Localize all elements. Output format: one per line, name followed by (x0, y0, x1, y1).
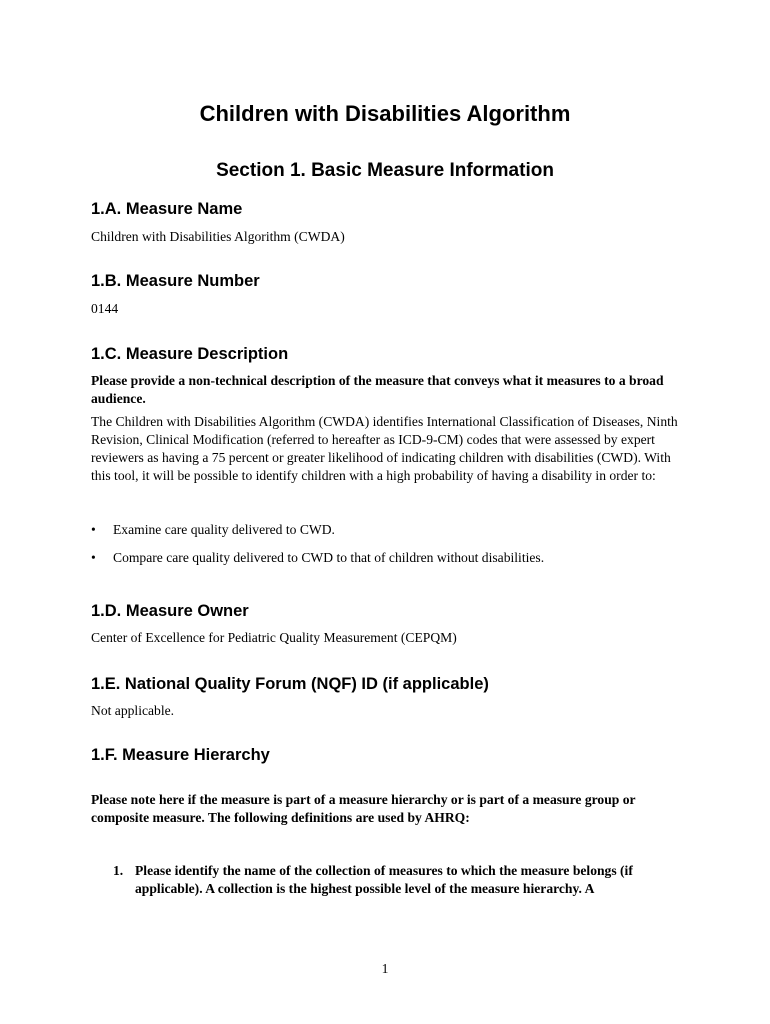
list-number: 1. (113, 863, 124, 878)
measure-description-prompt: Please provide a non-technical description of the measure that conveys what it measures to a broad audience. (91, 373, 664, 406)
measure-description-bullets (91, 521, 691, 577)
bullet-item (91, 549, 691, 567)
measure-description-body: The Children with Disabilities Algorithm (CWDA) identifies International Classification of Diseases, Ninth Revision, Clinical Modification (referred to hereafter as ICD-9-CM) codes that were assessed by expert reviewers as having a 75 percent or greater likelihood of indicating children with disabilities (CWD). With this tool, it will be possible to identify children with a high probability of having a disability in order to: (91, 414, 678, 483)
measure-owner-text: Center of Excellence for Pediatric Quality Measurement (CEPQM) (91, 630, 457, 645)
measure-description-heading: 1.C. Measure Description (91, 345, 289, 363)
measure-name-text: Children with Disabilities Algorithm (CWDA) (91, 229, 345, 244)
bullet-icon: • (91, 522, 96, 537)
document-title: Children with Disabilities Algorithm (199, 101, 571, 126)
nqf-id-text: Not applicable. (91, 703, 175, 718)
measure-owner-heading: 1.D. Measure Owner (91, 602, 249, 620)
measure-hierarchy-prompt: Please note here if the measure is part of a measure hierarchy or is part of a measure group or composite measure. The following definitions are used by AHRQ: (91, 792, 636, 825)
measure-hierarchy-heading: 1.F. Measure Hierarchy (91, 746, 270, 764)
bullet-icon: • (91, 550, 96, 565)
measure-hierarchy-item (113, 862, 678, 898)
section-title: Section 1. Basic Measure Information (216, 160, 554, 181)
nqf-id-heading: 1.E. National Quality Forum (NQF) ID (if applicable) (91, 675, 489, 693)
bullet-text: Examine care quality delivered to CWD. (113, 522, 335, 537)
list-item-text: Please identify the name of the collection of measures to which the measure belongs (if applicable). A collection is the highest possible level of the measure hierarchy. A (135, 863, 633, 896)
bullet-text: Compare care quality delivered to CWD to that of children without disabilities. (113, 550, 545, 565)
measure-number-text: 0144 (91, 301, 119, 316)
bullet-item (91, 521, 691, 539)
measure-name-heading: 1.A. Measure Name (91, 200, 243, 218)
page-number: 1 (381, 961, 389, 976)
measure-number-heading: 1.B. Measure Number (91, 272, 260, 290)
